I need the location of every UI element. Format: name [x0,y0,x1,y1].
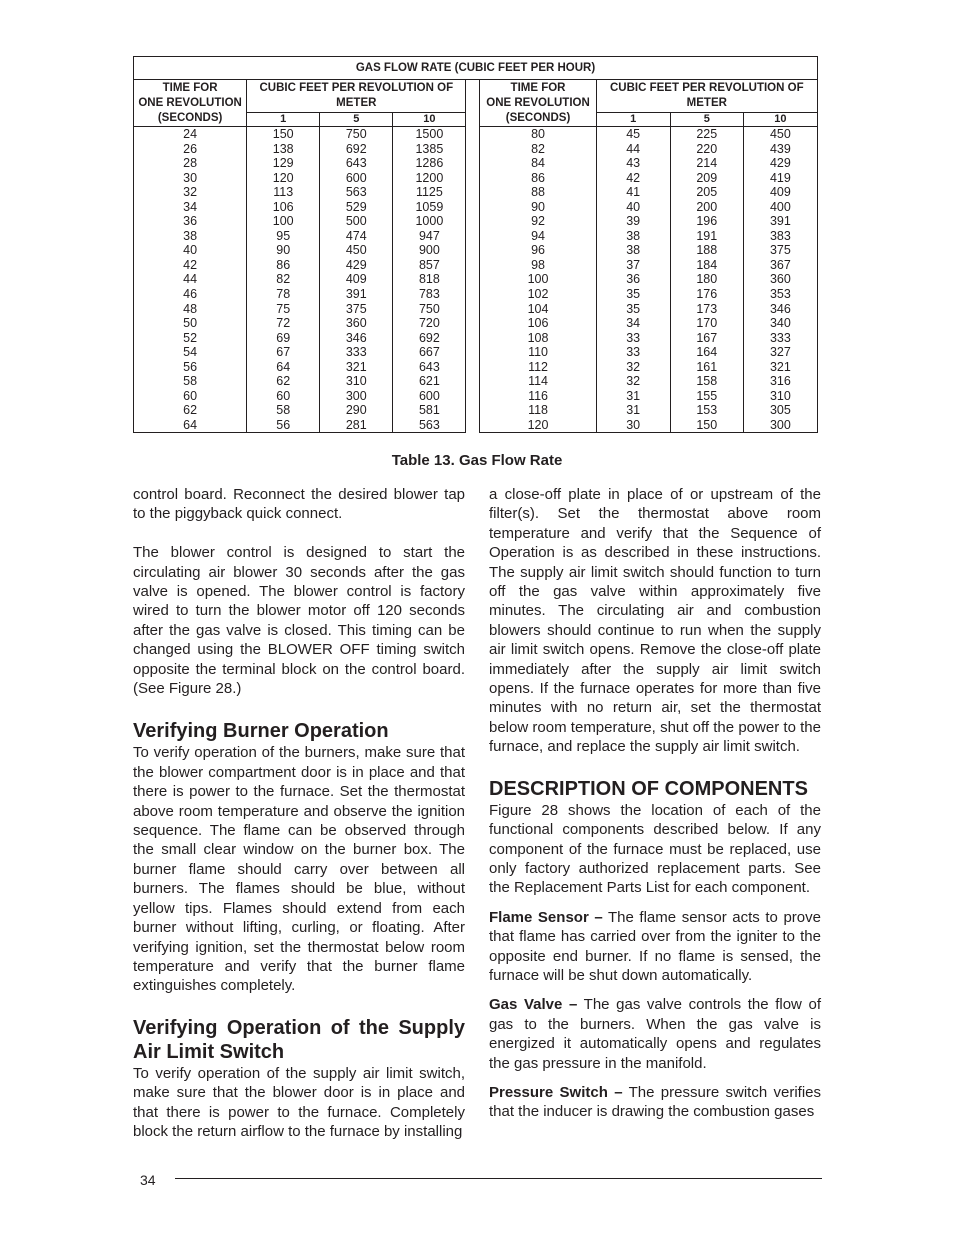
table-cell: 46 [183,287,198,302]
seconds-column-right [480,127,596,433]
table-cell: 30 [626,417,641,432]
table-cell: 321 [769,359,791,374]
table-cell: 600 [345,170,367,185]
time-header-right: TIME FOR ONE REVOLUTION (SECONDS) [480,80,596,127]
table-cell: 196 [696,214,718,229]
table-cell: 667 [418,345,440,360]
table-cell: 56 [183,359,198,374]
cf5-column-left [320,127,393,433]
table-cell: 38 [183,228,198,243]
table-cell: 1385 [415,141,444,156]
table-cell: 500 [345,214,367,229]
table-cell: 563 [345,185,367,200]
table-cell: 106 [527,316,549,331]
table-cell: 400 [769,199,791,214]
paragraph: To verify operation of the burners, make sure that the blower compartment door is in place and that there is power to the furnace. Set the thermostat above room temperature and observe the ignition sequence. The flame can be observed through the small clear window on the burner box. The burner flame should carry over between all burners. The flames should be blue, without yellow tips. Flames should extend from each burner without lifting, curling, or floating. After verifying ignition, set the thermostat below room temperature and verify that the burner flame extinguishes completely. [133,744,465,995]
table-cell: 28 [183,156,198,171]
table-cell: 429 [345,257,367,272]
table-cell: 34 [183,199,198,214]
table-cell: 88 [531,185,545,200]
table-cell: 305 [769,403,791,418]
table-cell: 1500 [415,127,444,141]
table-cell: 104 [527,301,549,316]
table-cell: 116 [528,388,548,403]
table-cell: 643 [345,156,367,171]
table-cell: 52 [183,330,198,345]
table-cell: 48 [183,301,198,316]
table-cell: 114 [528,374,548,389]
table-cell: 720 [418,316,440,331]
table-cell: 375 [345,301,367,316]
table-cell: 375 [769,243,791,258]
table-cell: 188 [696,243,718,258]
table-cell: 643 [418,359,440,374]
pressure-switch-paragraph [489,1083,821,1122]
table-cell: 118 [528,403,548,418]
time-header-left: TIME FOR ONE REVOLUTION (SECONDS) [134,80,247,127]
table-cell: 58 [276,403,291,418]
table-cell: 39 [626,214,641,229]
table-cell: 383 [769,228,791,243]
paragraph: a close-off plate in place of or upstream of the filter(s). Set the thermostat above room temperature and verify that the Sequence of Operation is as described in these instructions. The supply air limit switch should function to turn off the gas valve within approximately five minutes. The circulating air and combustion blowers should continue to run when the supply air limit switch opens. Remove the close-off plate immediately after the supply air limit switch opens. If the furnace operates for more than five minutes with no return air, set the thermostat below room temperature, shut off the power to the furnace, and replace the supply air limit switch. [489,486,821,756]
table-cell: 158 [696,374,718,389]
table-cell: 110 [528,345,548,360]
table-cell: 41 [626,185,641,200]
table-cell: 474 [345,228,367,243]
seconds-column-left [134,127,247,433]
table-cell: 82 [276,272,291,287]
table-cell: 150 [272,127,294,141]
table-cell: 150 [696,417,718,432]
right-text-column [489,485,821,1122]
table-title: GAS FLOW RATE (CUBIC FEET PER HOUR) [134,57,818,80]
table-cell: 75 [276,301,291,316]
table-cell: 750 [418,301,440,316]
table-cell: 37 [626,257,641,272]
table-cell: 439 [769,141,791,156]
table-cell: 32 [183,185,198,200]
table-cell: 750 [345,127,367,141]
table-cell: 86 [276,257,291,272]
table-cell: 54 [183,345,198,360]
table-cell: 129 [272,156,294,171]
table-cell: 310 [345,374,367,389]
paragraph: To verify operation of the supply air limit switch, make sure that the blower door is in place and that there is power to the furnace. Completely block the return airflow to the furnace by installing [133,1064,465,1140]
sub-header-5: 5 [320,113,393,127]
table-cell: 167 [696,330,718,345]
page-number: 34 [140,1172,156,1188]
table-cell: 1000 [415,214,444,229]
table-cell: 621 [418,374,440,389]
table-cell: 563 [418,417,440,432]
table-cell: 72 [276,316,291,331]
sub-header-10: 10 [393,113,466,127]
table-cell: 80 [531,127,545,141]
table-cell: 191 [696,228,718,243]
table-cell: 529 [345,199,367,214]
table-cell: 86 [531,170,545,185]
table-cell: 346 [345,330,367,345]
flame-sensor-paragraph [489,908,821,986]
table-cell: 692 [345,141,367,156]
definition: The pressure switch verifies that the inducer is drawing the combustion gases [489,1083,822,1121]
table-cell: 176 [696,287,718,302]
table-cell: 82 [531,141,545,156]
paragraph: Figure 28 shows the location of each of the functional components described below. If any component of the furnace must be replaced, use only factory authorized replacement parts. See the Replacement Parts List for each component. [489,801,821,897]
table-cell: 360 [345,316,367,331]
table-cell: 106 [272,199,294,214]
table-cell: 100 [527,272,549,287]
table-cell: 44 [626,141,641,156]
table-cell: 391 [769,214,791,229]
table-cell: 58 [183,374,198,389]
table-cell: 44 [183,272,198,287]
table-cell: 184 [696,257,718,272]
table-cell: 321 [345,359,367,374]
gas-flow-rate-table [133,56,818,433]
table-cell: 34 [626,316,641,331]
table-cell: 153 [696,403,718,418]
table-cell: 40 [626,199,641,214]
cfpr-header-left: CUBIC FEET PER REVOLUTION OF METER [247,80,466,113]
table-cell: 42 [183,257,198,272]
sub-header-1: 1 [247,113,320,127]
table-cell: 90 [531,199,545,214]
left-text-column [133,485,465,1141]
table-cell: 164 [696,345,718,360]
table-cell: 35 [626,287,641,302]
term: Pressure Switch – [489,1083,623,1101]
table-cell: 200 [696,199,718,214]
table-cell: 450 [769,127,791,141]
table-cell: 56 [276,417,291,432]
table-cell: 600 [418,388,440,403]
table-cell: 170 [696,316,718,331]
sub-header-5: 5 [670,113,743,127]
table-cell: 367 [769,257,791,272]
table-cell: 78 [276,287,291,302]
table-cell: 64 [276,359,291,374]
section-heading: Verifying Burner Operation [133,720,389,743]
table-cell: 281 [345,417,367,432]
table-cell: 947 [418,228,440,243]
table-cell: 173 [696,301,718,316]
table-cell: 31 [626,388,641,403]
table-cell: 138 [272,141,294,156]
table-cell: 450 [345,243,367,258]
gas-valve-paragraph [489,995,821,1073]
table-cell: 45 [626,127,641,141]
table-cell: 581 [418,403,440,418]
table-cell: 120 [527,417,549,432]
table-cell: 38 [626,243,641,258]
table-cell: 43 [626,156,641,171]
table-cell: 32 [626,359,641,374]
table-cell: 96 [531,243,545,258]
cf10-column-right [743,127,817,433]
table-cell: 818 [418,272,440,287]
table-cell: 36 [626,272,641,287]
table-cell: 155 [696,388,718,403]
table-cell: 346 [769,301,791,316]
table-cell: 62 [183,403,198,418]
table-cell: 69 [276,330,291,345]
term: Flame Sensor – [489,908,603,926]
table-cell: 391 [345,287,367,302]
table-cell: 783 [418,287,440,302]
table-cell: 33 [626,330,641,345]
table-cell: 62 [276,374,291,389]
table-cell: 290 [345,403,367,418]
table-cell: 300 [345,388,367,403]
table-cell: 340 [769,316,791,331]
footer-rule [175,1178,822,1179]
table-cell: 30 [183,170,198,185]
table-cell: 220 [696,141,718,156]
table-cell: 64 [183,417,198,432]
table-cell: 300 [769,417,791,432]
table-caption: Table 13. Gas Flow Rate [391,452,563,469]
cfpr-header-right: CUBIC FEET PER REVOLUTION OF METER [596,80,817,113]
table-cell: 94 [531,228,545,243]
cf5-column-right [670,127,743,433]
table-cell: 1286 [415,156,444,171]
table-cell: 60 [276,388,291,403]
table-cell: 33 [626,345,641,360]
table-cell: 120 [272,170,294,185]
section-heading: Verifying Operation of the Supply Air Limit Switch [133,1016,465,1063]
table-cell: 333 [769,330,791,345]
table-cell: 857 [418,257,440,272]
table-cell: 310 [769,388,791,403]
table-cell: 24 [183,127,198,141]
definition: The gas valve controls the flow of gas to the burners. When the gas valve is energized it automatically opens and regulates the gas pressure in the manifold. [489,996,821,1072]
table-cell: 225 [696,127,718,141]
table-cell: 1200 [415,170,444,185]
table-cell: 108 [527,330,549,345]
table-gap [466,80,480,433]
table-cell: 409 [345,272,367,287]
table-cell: 35 [626,301,641,316]
table-cell: 113 [273,185,294,200]
table-cell: 31 [626,403,641,418]
table-cell: 40 [183,243,198,258]
term: Gas Valve – [489,996,578,1014]
table-cell: 36 [183,214,198,229]
table-cell: 38 [626,228,641,243]
paragraph: control board. Reconnect the desired blower tap to the piggyback quick connect. [133,486,465,523]
table-cell: 900 [418,243,440,258]
table-cell: 112 [528,359,548,374]
cf1-column-right [596,127,670,433]
table-cell: 26 [183,141,198,156]
cf10-column-left [393,127,466,433]
table-cell: 60 [183,388,198,403]
sub-header-1: 1 [596,113,670,127]
table-cell: 419 [769,170,791,185]
table-cell: 32 [626,374,641,389]
table-cell: 333 [345,345,367,360]
table-cell: 161 [696,359,718,374]
sub-header-10: 10 [743,113,817,127]
table-cell: 429 [769,156,791,171]
table-cell: 209 [696,170,718,185]
table-cell: 214 [696,156,718,171]
cf1-column-left [247,127,320,433]
table-cell: 409 [769,185,791,200]
table-cell: 90 [276,243,291,258]
table-cell: 1125 [415,185,443,200]
definition: The flame sensor acts to prove that flame has carried over from the igniter to the opposite end burner. If no flame is sensed, the furnace will be shut down automatically. [489,908,821,984]
table-cell: 92 [531,214,545,229]
table-cell: 205 [696,185,718,200]
table-cell: 360 [769,272,791,287]
table-cell: 42 [626,170,641,185]
table-cell: 50 [183,316,198,331]
table-cell: 84 [531,156,545,171]
table-cell: 67 [276,345,291,360]
table-cell: 1059 [415,199,444,214]
section-heading: DESCRIPTION OF COMPONENTS [489,777,808,800]
table-cell: 180 [696,272,718,287]
table-cell: 692 [418,330,440,345]
table-cell: 95 [276,228,291,243]
table-cell: 102 [527,287,549,302]
paragraph: The blower control is designed to start the circulating air blower 30 seconds after the gas valve is opened. The blower control is factory wired to turn the blower motor off 120 seconds after the gas valve is closed. This timing can be changed using the BLOWER OFF timing switch opposite the terminal block on the control board. (See Figure 28.) [133,544,465,698]
table-cell: 327 [769,345,791,360]
table-cell: 98 [531,257,545,272]
table-cell: 316 [769,374,791,389]
table-cell: 353 [769,287,791,302]
table-cell: 100 [272,214,294,229]
